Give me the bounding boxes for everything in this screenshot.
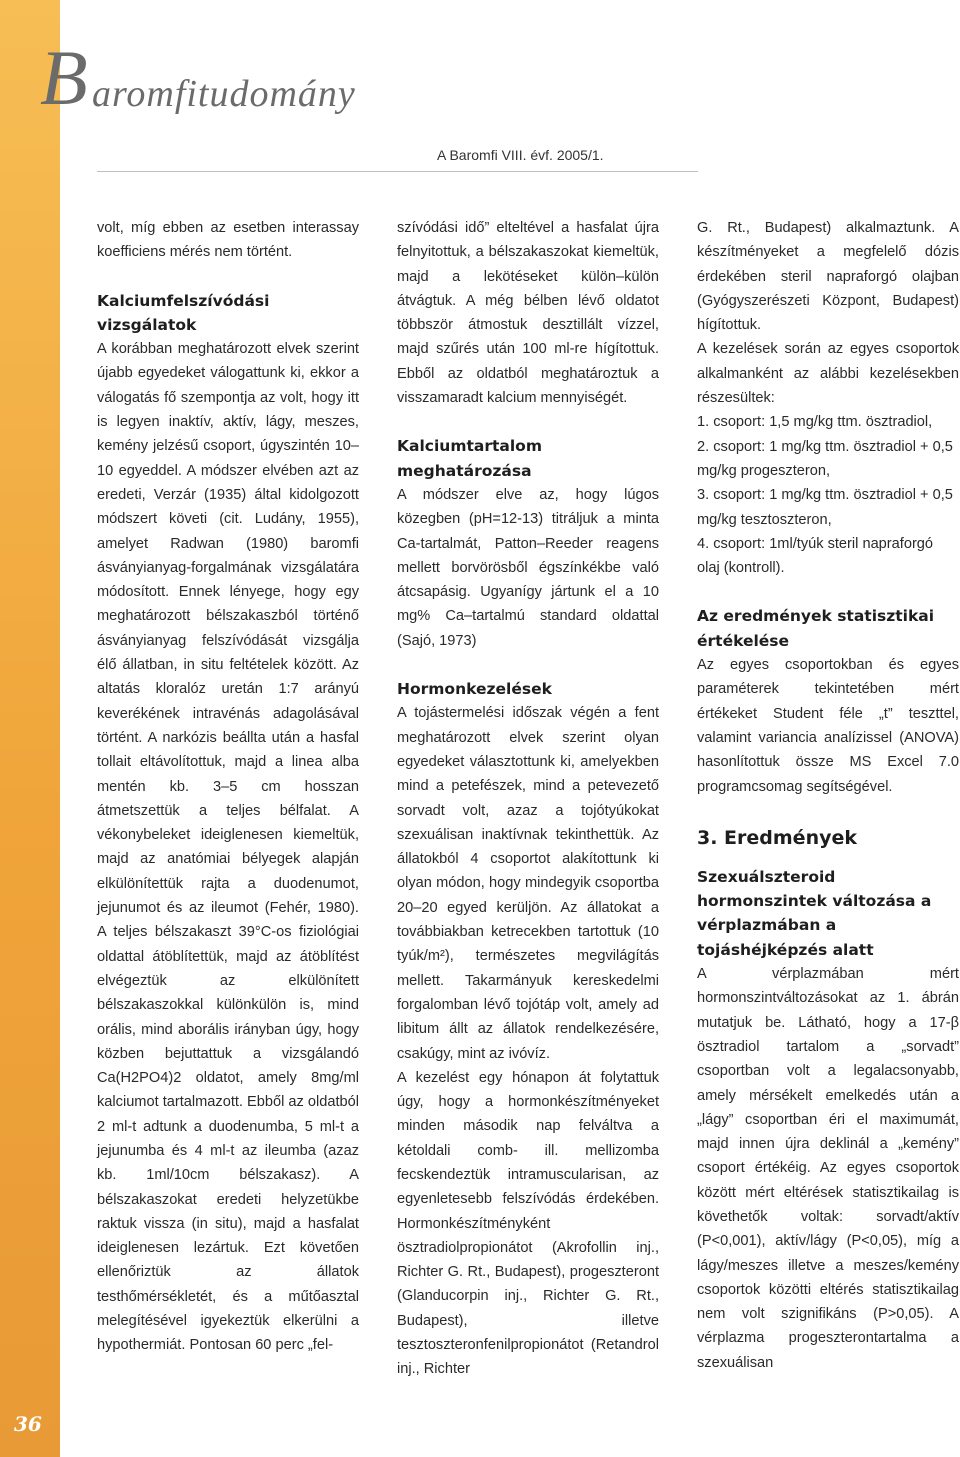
logo-wordmark: aromfitudomány [92, 73, 356, 115]
list-item-group-4: 4. csoport: 1ml/tyúk steril napraforgó olaj (kontroll). [697, 535, 934, 577]
heading-calcium-content: Kalciumtartalom meghatározása [397, 437, 542, 480]
heading-calcium-absorption: Kalciumfelszívódási vizsgálatok [97, 291, 270, 334]
paragraph-calcium-method: A korábban meghatározott elvek szerint újabb egyedeket válogattunk ki, ekkor a válogatás fő szempontja az volt, hogy itt is legyen inaktív, aktív, lágy, meszes, kemény jelzésű csoport, úgyszintén 10–10 egyeddel. A módszer elvében azt az eredeti, Verzár (1935) által kidolgozott módszert követi (cit. Ludány, 1955), amelyet Radwan (1980) baromfi ásványianyag-forgalmának vizsgálatára módosított. Ennek lényege, hogy egy meghatározott bélszakaszból történő ásványianyag felszívódását vizsgálja élő állatban, in situ feltételek között. Az altatás kloralóz uretán 1:7 arányú keverékének intravénás adagolásával történt. A narkózis beállta után a hasfal tollait eltávolítottuk, majd a linea alba mentén kb. 3–5 cm hosszan átmetszettük a teljes bélfalat. A vékonybeleket ideiglenesen kiemeltük, majd az anatómiai bélyegek alapján elkülönítettük rajta a duodenumot, jejunumot és az ileumot (Fehér, 1980). A teljes bélszakaszt 39°C-os fiziológiai oldattal átöblítettük, majd az átöblítést elvégeztük az elkülönített bélszakaszokkal különkülön is, mind orális, mind aborális irányban úgy, hogy közben bejuttattuk a vizsgálandó Ca(H2PO4)2 oldatot, amely 8mg/ml kalciumot tartalmazott. Ebből az oldatból 2 ml-t adtunk a duodenumba, 5 ml-t a jejunumba és 4 ml-t az ileumba (azaz kb. 1ml/10cm bélszakasz). A bélszakaszokat eredeti helyzetükbe raktuk vissza (in situ), majd a hasfalat ideiglenesen lezártuk. Ezt követően ellenőriztük az állatok testhőmérsékletét, és a műtőasztal melegítésével igyekeztük elkerülni a hypothermiát. Pontosan 60 perc „fel- [97, 341, 360, 1354]
heading-steroid-levels: Szexuálszteroid hormonszintek változása a vérplazmában a tojáshéjképzés alatt [697, 867, 932, 959]
heading-hormone-treatments: Hormonkezelések [397, 680, 552, 699]
heading-statistics: Az eredmények statisztikai értékelése [697, 607, 935, 650]
paragraph-intro: volt, míg ebben az esetben interassay koefficiens mérés nem történt. [97, 220, 359, 261]
journal-reference: A Baromfi VIII. évf. 2005/1. [437, 147, 604, 163]
sidebar-band [0, 0, 60, 1457]
journal-logo [40, 34, 400, 121]
header-divider [97, 171, 698, 172]
column-middle [397, 216, 659, 1382]
paragraph-hormone-1: A tojástermelési időszak végén a fent meghatározott elvek szerint olyan egyedeket választottunk ki, amelyekben mind a petefészek, mind a petevezető sorvadt volt, azaz a tojótyúkokat szexuálisan inaktívnak tekinthettük. Az állatokból 4 csoportot alakítottunk ki olyan módon, hogy mindegyik csoportba 20–20 egyed kerüljön. Az állatokat a továbbiakban ketrecekben tartottuk (10 tyúk/m²), természetes megvilágítás mellett. Takarmányuk kereskedelmi forgalomban lévő tojótáp volt, amely ad libitum állt az állatok rendelkezésére, csakúgy, mint az ivóvíz. [397, 705, 659, 1062]
paragraph-absorption-cont: szívódási idő” elteltével a hasfalat újra felnyitottuk, a bélszakaszokat kiemeltük, majd a lekötéseket külön–külön átvágtuk. A még bélben lévő oldatot többször átmostuk desztillált vízzel, majd szűrés után 100 ml-re hígítottuk. Ebből az oldatból meghatároztuk a visszamaradt kalcium mennyiségét. [397, 220, 659, 407]
column-right [697, 216, 959, 1375]
list-item-group-1: 1. csoport: 1,5 mg/kg ttm. ösztradiol, [697, 414, 933, 431]
paragraph-statistics: Az egyes csoportokban és egyes paraméterek tekintetében mért értékeket Student féle „t” teszttel, valamint variancia analízissel (ANOVA) hasonlítottuk össze MS Excel 7.0 programcsomag segítségével. [697, 657, 959, 795]
list-item-group-3: 3. csoport: 1 mg/kg ttm. ösztradiol + 0,5 mg/kg tesztoszteron, [697, 487, 953, 528]
paragraph-calcium-content: A módszer elve az, hogy lúgos közegben (pH=12-13) titráljuk a minta Ca-tartalmát, Patton–Reeder reagens mellett borvörösből égszínkékbe való átcsapásig. Ugyanígy jártunk el a 10 mg% Ca–tartalmú standard oldattal (Sajó, 1973) [397, 486, 659, 649]
paragraph-hormone-2: A kezelést egy hónapon át folytattuk úgy, hogy a hormonkészítményeket minden második nap felváltva a kétoldali comb- ill. mellizomba fecskendeztük intramuscularisan, az egyenletesebb felszívódás érdekében. Hormonkészítményként ösztradiolpropionátot (Akrofollin inj., Richter G. Rt., Budapest), progeszteront (Glanducorpin inj., Richter G. Rt., Budapest), illetve tesztoszteronfenilpropionátot (Retandrol inj., Richter [397, 1069, 659, 1378]
paragraph-results: A vérplazmában mért hormonszintváltozásokat az 1. ábrán mutatjuk be. Látható, hogy a 17-β ösztradiol tartalom a „sorvadt” csoportban volt a legalacsonyabb, amely mérsékelt emelkedés után a „lágy” csoportban éri el maximumát, majd innen újra deklinál a „kemény” csoport értékéig. Az egyes csoportok között mért eltérések statisztikailag is követhetők voltak: sorvadt/aktív (P<0,001), aktív/lágy (P<0,05), míg a lágy/meszes illetve a meszes/kemény csoportok közötti eltérés statisztikailag nem volt szignifikáns (P>0,05). A vérplazma progeszterontartalma a szexuálisan [697, 966, 959, 1371]
paragraph-groups-intro: A kezelések során az egyes csoportok alkalmanként az alábbi kezelésekben részesültek: [697, 341, 959, 407]
paragraph-preparation-cont: G. Rt., Budapest) alkalmaztunk. A készítményeket a megfelelő dózis érdekében steril napraforgó olajban (Gyógyszerészeti Központ, Budapest) hígítottuk. [697, 220, 959, 334]
column-left [97, 216, 359, 1358]
page-number: 36 [14, 1412, 42, 1436]
logo-initial: B [40, 34, 88, 121]
heading-results: 3. Eredmények [697, 826, 858, 849]
list-item-group-2: 2. csoport: 1 mg/kg ttm. ösztradiol + 0,5 mg/kg progeszteron, [697, 438, 953, 479]
